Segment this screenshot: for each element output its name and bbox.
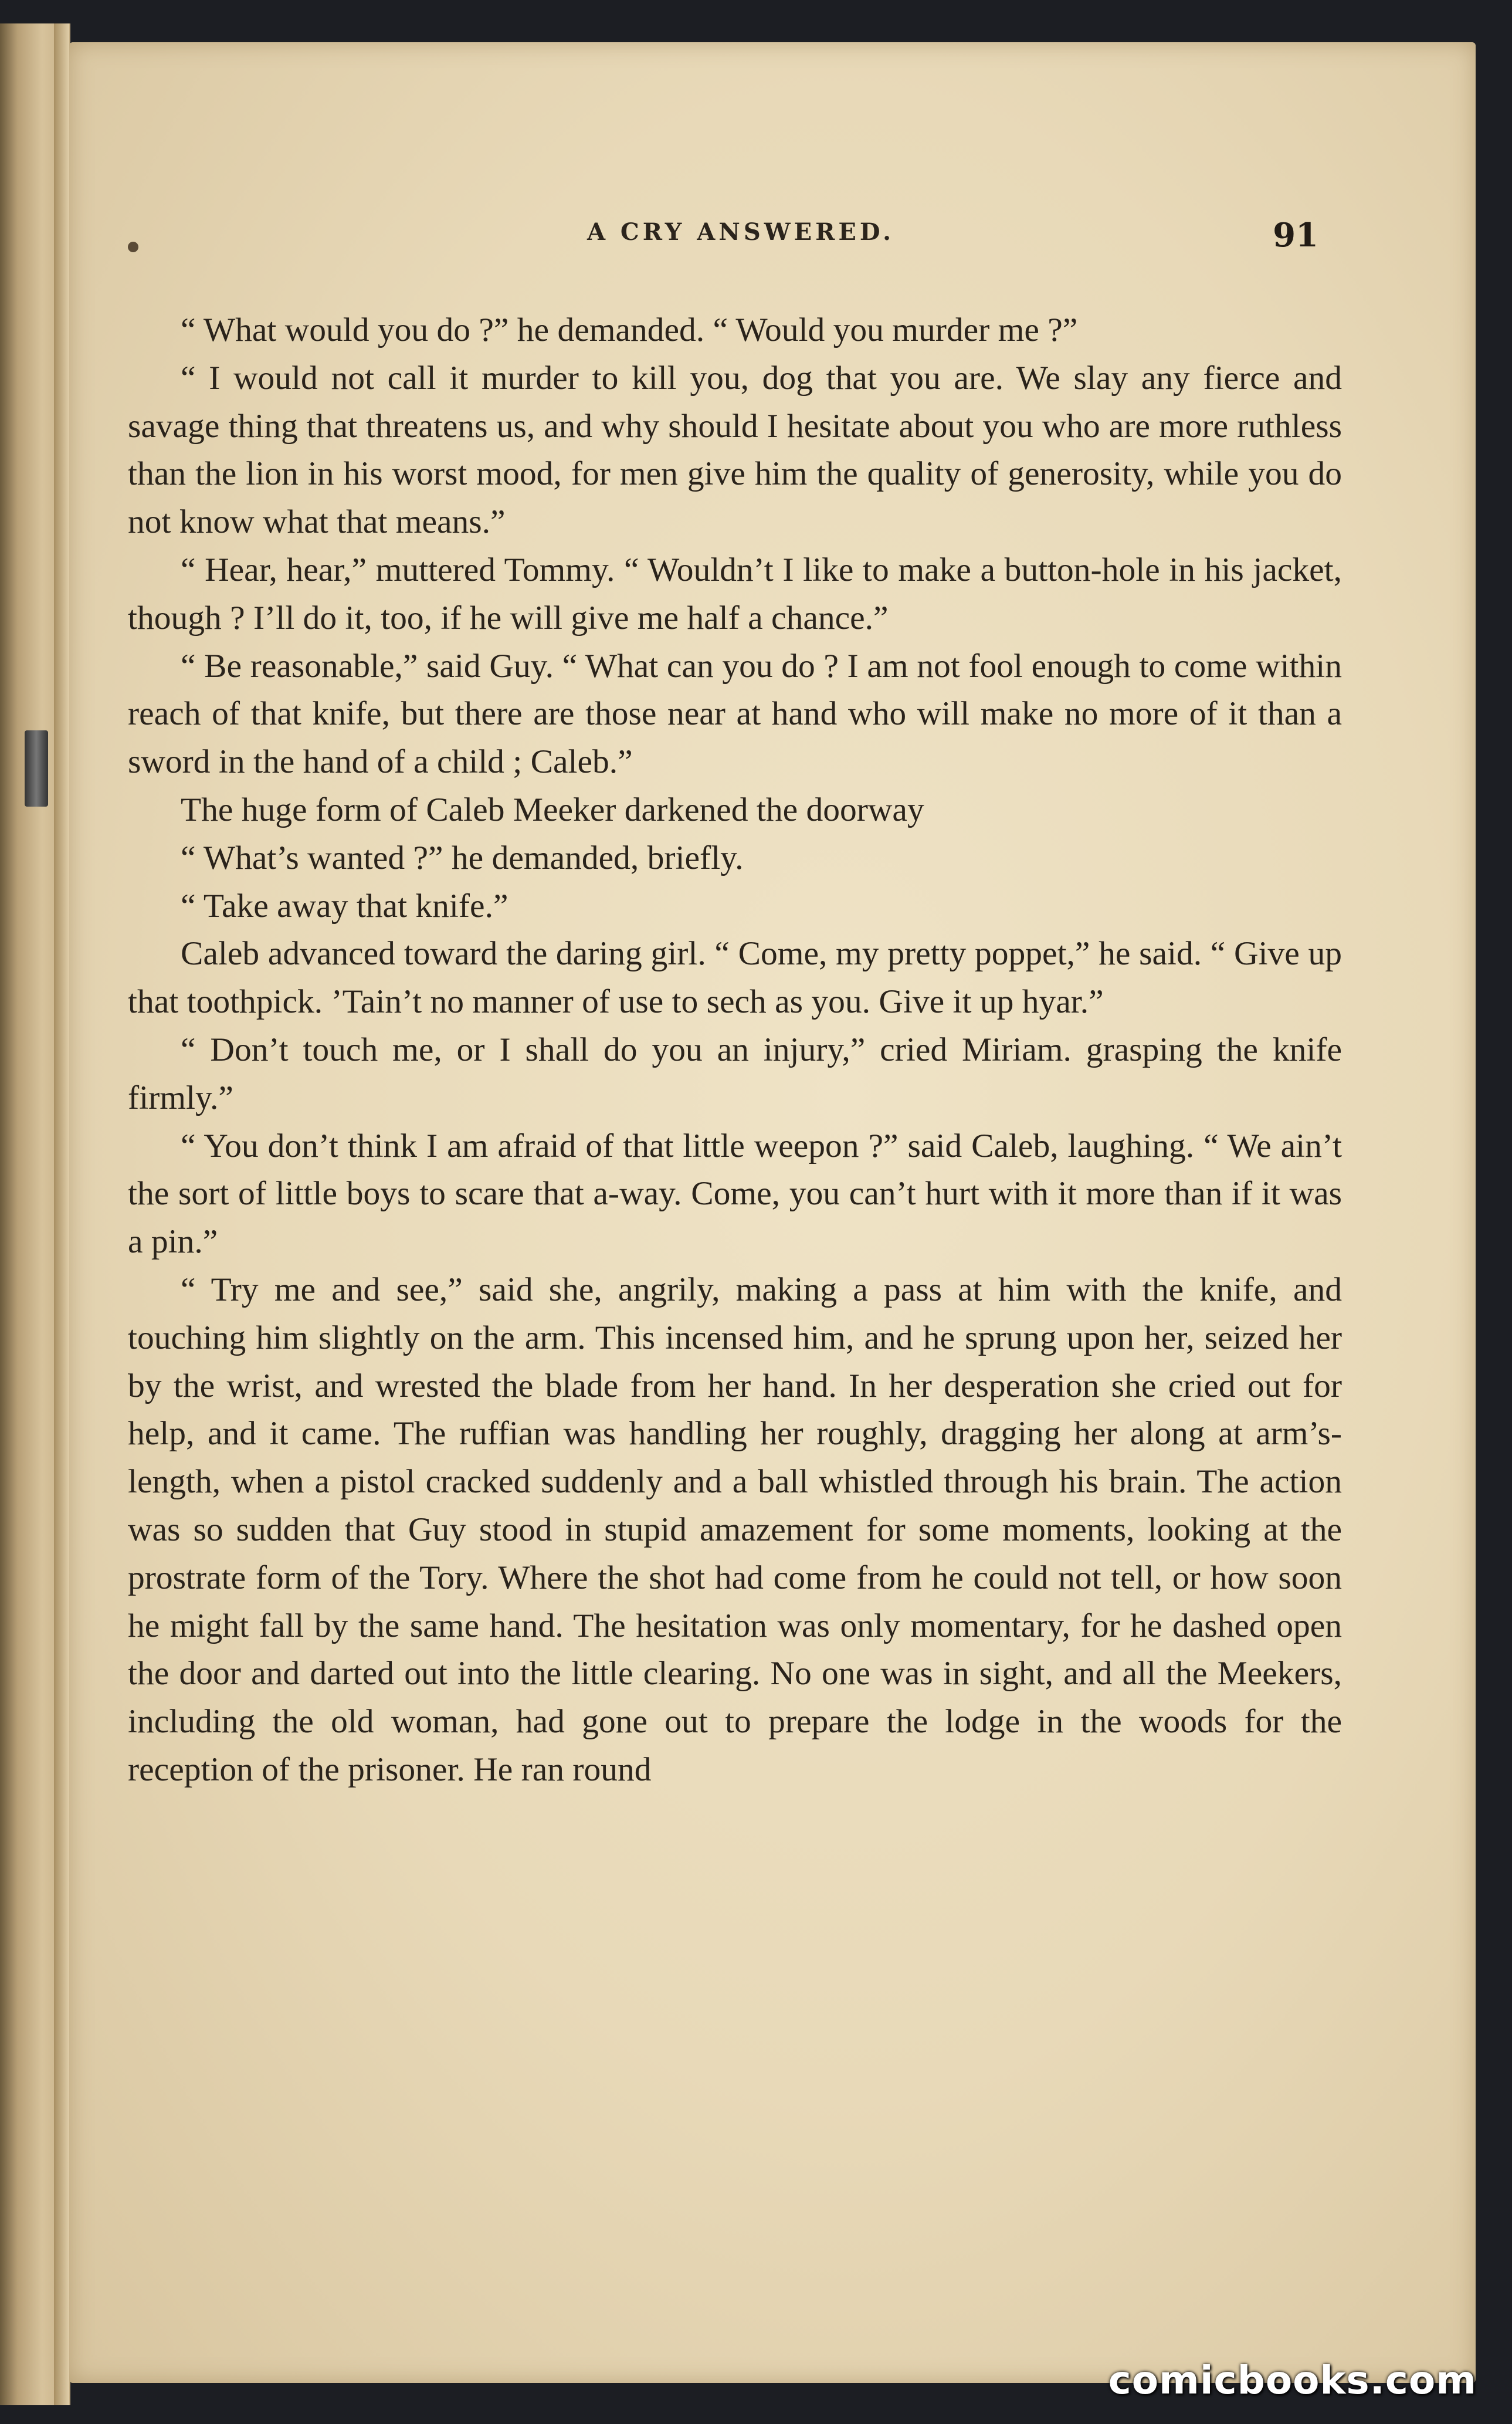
body-text xyxy=(128,306,1342,1794)
page-number: 91 xyxy=(1273,216,1318,255)
paragraph: “ Hear, hear,” muttered Tommy. “ Wouldn’t I like to make a button-hole in his jacket, though ? I’ll do it, too, if he will give me half a chance.” xyxy=(128,551,1342,637)
paragraph: The huge form of Caleb Meeker darkened the doorway xyxy=(181,791,924,828)
book-page xyxy=(69,42,1476,2383)
paragraph: “ Take away that knife.” xyxy=(181,887,508,925)
paragraph: Caleb advanced toward the daring girl. “ Come, my pretty poppet,” he said. “ Give up that toothpick. ’Tain’t no manner of use to sech as you. Give it up hyar.” xyxy=(128,935,1342,1021)
page-edge xyxy=(54,23,69,2405)
paragraph: “ Be reasonable,” said Guy. “ What can you do ? I am not fool enough to come within reach of that knife, but there are those near at hand who will make no more of it than a sword in the hand of a child ; Caleb.” xyxy=(128,647,1342,781)
site-watermark: comicbooks.com xyxy=(1108,2358,1477,2403)
paragraph: “ I would not call it murder to kill you, dog that you are. We slay any fierce and savage thing that threatens us, and why should I hesitate about you who are more ruthless than the lion in his worst mood, for men give him the quality of generosity, while you do not know what that means.” xyxy=(128,359,1342,541)
paragraph: “ What’s wanted ?” he demanded, briefly. xyxy=(181,839,744,876)
running-title: A CRY ANSWERED. xyxy=(587,218,895,246)
paragraph: “ Try me and see,” said she, angrily, making a pass at him with the knife, and touching him slightly on the arm. This incensed him, and he sprung upon her, seized her by the wrist, and wrested the blade from her hand. In her desperation she cried out for help, and it came. The ruffian was handling her roughly, dragging her along at arm’s-length, when a pistol cracked suddenly and a ball whistled through his brain. The action was so sudden that Guy stood in stupid amazement for some moments, looking at the prostrate form of the Tory. Where the shot had come from he could not tell, or how soon he might fall by the same hand. The hesitation was only momentary, for he dashed open the door and darted out into the little clearing. No one was in sight, and all the Meekers, including the old woman, had gone out to prepare the lodge in the woods for the reception of the prisoner. He ran round xyxy=(128,1271,1342,1788)
binding-staple xyxy=(25,730,48,807)
paragraph: “ Don’t touch me, or I shall do you an injury,” cried Miriam. grasping the knife firmly.” xyxy=(128,1031,1342,1116)
paragraph: “ You don’t think I am afraid of that little weepon ?” said Caleb, laughing. “ We ain’t the sort of little boys to scare that a-way. Come, you can’t hurt with it more than if it was a pin.” xyxy=(128,1127,1342,1261)
paragraph: “ What would you do ?” he demanded. “ Would you murder me ?” xyxy=(181,312,1078,348)
